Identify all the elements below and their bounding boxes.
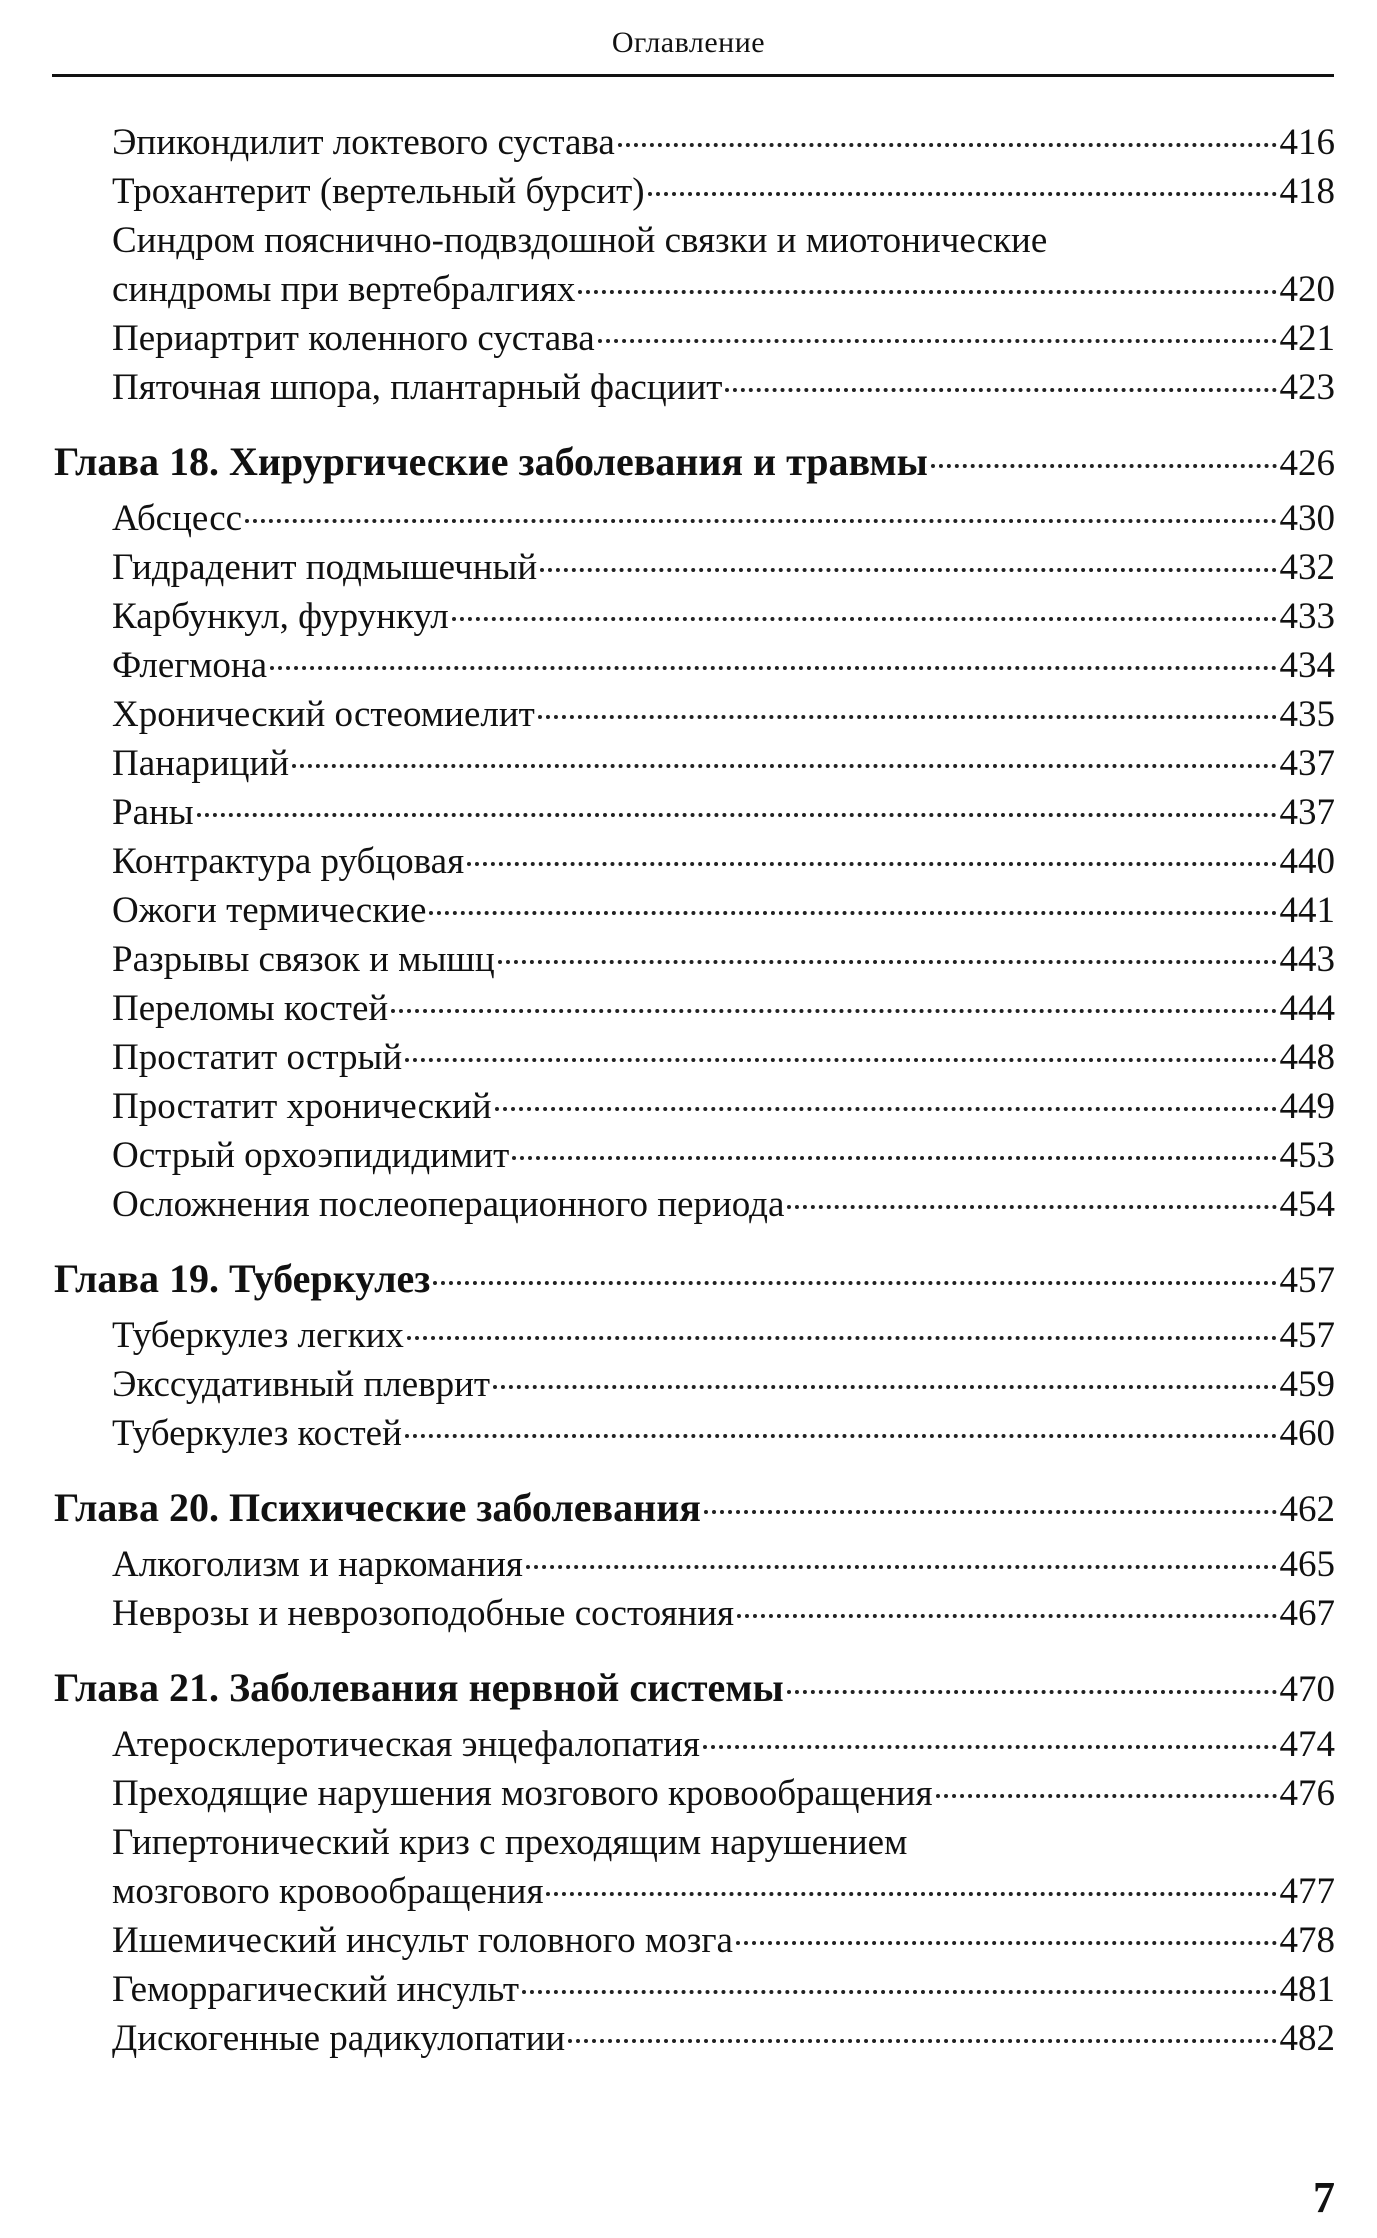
toc-entry [112, 314, 1335, 363]
toc-entry-title: Периартрит коленного сустава [112, 318, 595, 359]
toc-entry-page: 470 [1279, 1669, 1335, 1710]
toc-entry-title: Хронический остеомиелит [112, 694, 535, 735]
toc-entry [112, 1360, 1335, 1409]
toc-entry-title: Дискогенные радикулопатии [112, 2018, 566, 2059]
toc-chapter [54, 436, 1335, 490]
toc-entry [112, 1033, 1335, 1082]
toc-entry-page: 437 [1279, 792, 1335, 833]
dot-leader [931, 464, 1277, 468]
toc-entry-page: 441 [1279, 890, 1335, 931]
toc-entry-title: Простатит хронический [112, 1086, 492, 1127]
toc-entry-page: 444 [1279, 988, 1335, 1029]
dot-leader [936, 1794, 1277, 1798]
dot-leader [292, 764, 1276, 768]
toc-entry-title: Раны [112, 792, 194, 833]
toc-entry-title: Атеросклеротическая энцефалопатия [112, 1724, 700, 1765]
toc-entry [112, 1409, 1335, 1458]
toc-entry-title: Экссудативный плеврит [112, 1364, 491, 1405]
toc-entry-title: синдромы при вертебралгиях [112, 269, 576, 310]
dot-leader [546, 1892, 1276, 1896]
running-head: Оглавление [611, 26, 766, 59]
toc-entry [112, 984, 1335, 1033]
toc-entry-title: Панариций [112, 743, 290, 784]
toc-entry-page: 423 [1279, 367, 1335, 408]
toc-entry-page: 457 [1279, 1260, 1335, 1301]
toc-entry-title: Глава 20. Психические заболевания [54, 1485, 701, 1530]
toc-entry-page: 478 [1279, 1920, 1335, 1961]
toc-entry-title: Неврозы и неврозоподобные состояния [112, 1593, 735, 1634]
toc-entry-page: 474 [1279, 1724, 1335, 1765]
toc-entry [112, 1082, 1335, 1131]
dot-leader [493, 1385, 1276, 1389]
toc-chapter [54, 1253, 1335, 1307]
toc-entry [112, 1720, 1335, 1769]
toc-entry-page: 457 [1279, 1315, 1335, 1356]
toc-entry-title: Острый орхоэпидидимит [112, 1135, 510, 1176]
toc-entry-title: Пяточная шпора, плантарный фасциит [112, 367, 723, 408]
toc-entry [112, 1311, 1335, 1360]
toc-entry [112, 592, 1335, 641]
toc-entry-page: 448 [1279, 1037, 1335, 1078]
toc-entry [112, 118, 1335, 167]
dot-leader [405, 1434, 1277, 1438]
toc-entry-page: 435 [1279, 694, 1335, 735]
toc-entry [112, 788, 1335, 837]
dot-leader [467, 862, 1276, 866]
dot-leader [429, 911, 1276, 915]
toc-chapter [54, 1482, 1335, 1536]
toc-entry [112, 690, 1335, 739]
toc-entry [112, 1589, 1335, 1638]
toc-entry-title: Эпикондилит локтевого сустава [112, 122, 615, 163]
dot-leader [737, 1614, 1276, 1618]
toc-entry [112, 1540, 1335, 1589]
toc-entry-page: 476 [1279, 1773, 1335, 1814]
dot-leader [787, 1690, 1277, 1694]
dot-leader [598, 339, 1277, 343]
toc-entry-title: Разрывы связок и мышц [112, 939, 495, 980]
dot-leader [568, 2039, 1276, 2043]
toc-entry-title: Преходящие нарушения мозгового кровообращения [112, 1773, 933, 1814]
dot-leader [538, 715, 1277, 719]
toc-entry-page: 443 [1279, 939, 1335, 980]
toc-entry-title: Туберкулез костей [112, 1413, 402, 1454]
dot-leader [495, 1107, 1277, 1111]
dot-leader [526, 1565, 1277, 1569]
toc-entry-title: Алкоголизм и наркомания [112, 1544, 523, 1585]
dot-leader [391, 1009, 1276, 1013]
dot-leader [197, 813, 1277, 817]
toc-entry-title: Гидраденит подмышечный [112, 547, 538, 588]
toc-entry [112, 837, 1335, 886]
dot-leader [578, 290, 1276, 294]
dot-leader [270, 666, 1276, 670]
toc-entry-page: 453 [1279, 1135, 1335, 1176]
dot-leader [648, 192, 1277, 196]
toc-entry [112, 2014, 1335, 2063]
toc-entry-page: 467 [1279, 1593, 1335, 1634]
dot-leader [498, 960, 1277, 964]
toc-entry [112, 935, 1335, 984]
toc-entry [112, 363, 1335, 412]
dot-leader [512, 1156, 1276, 1160]
toc-entry-page: 437 [1279, 743, 1335, 784]
toc-entry-title: мозгового кровообращения [112, 1871, 544, 1912]
toc-entry-page: 433 [1279, 596, 1335, 637]
toc-entry-title: Глава 18. Хирургические заболевания и травмы [54, 439, 928, 484]
toc-entry-title: Глава 21. Заболевания нервной системы [54, 1665, 784, 1710]
toc-entry-page: 430 [1279, 498, 1335, 539]
table-of-contents [0, 118, 1377, 2063]
toc-entry-title: Туберкулез легких [112, 1315, 404, 1356]
toc-entry-title: Флегмона [112, 645, 268, 686]
toc-entry-first-line: Синдром пояснично-подвздошной связки и миотонические [112, 220, 1048, 261]
dot-leader [522, 1990, 1276, 1994]
toc-entry-page: 426 [1279, 443, 1335, 484]
toc-entry-page: 459 [1279, 1364, 1335, 1405]
toc-entry-title: Осложнения послеоперационного периода [112, 1184, 785, 1225]
toc-entry [112, 1916, 1335, 1965]
toc-entry-title: Контрактура рубцовая [112, 841, 465, 882]
dot-leader [407, 1336, 1277, 1340]
toc-entry-page: 416 [1279, 122, 1335, 163]
toc-entry-page: 434 [1279, 645, 1335, 686]
toc-entry-first-line: Гипертонический криз с преходящим нарушением [112, 1822, 908, 1863]
toc-entry [112, 1769, 1335, 1818]
dot-leader [452, 617, 1277, 621]
toc-entry [112, 543, 1335, 592]
toc-entry-page: 449 [1279, 1086, 1335, 1127]
toc-entry-page: 421 [1279, 318, 1335, 359]
dot-leader [787, 1205, 1276, 1209]
toc-entry-title: Ожоги термические [112, 890, 427, 931]
toc-entry-page: 460 [1279, 1413, 1335, 1454]
dot-leader [703, 1745, 1277, 1749]
toc-entry [112, 886, 1335, 935]
dot-leader [704, 1510, 1277, 1514]
toc-entry [112, 1131, 1335, 1180]
toc-entry-page: 440 [1279, 841, 1335, 882]
page-number: 7 [1313, 2173, 1335, 2222]
dot-leader [736, 1941, 1277, 1945]
toc-entry-page: 477 [1279, 1871, 1335, 1912]
toc-entry [112, 641, 1335, 690]
toc-entry-page: 465 [1279, 1544, 1335, 1585]
toc-entry-page: 454 [1279, 1184, 1335, 1225]
toc-entry-page: 481 [1279, 1969, 1335, 2010]
toc-entry [112, 1867, 1335, 1916]
toc-entry [112, 739, 1335, 788]
header-rule [52, 74, 1334, 77]
toc-entry [112, 1180, 1335, 1229]
toc-entry-title: Геморрагический инсульт [112, 1969, 520, 2010]
toc-entry-title: Переломы костей [112, 988, 389, 1029]
dot-leader [540, 568, 1276, 572]
toc-entry-page: 462 [1279, 1489, 1335, 1530]
toc-entry-page: 482 [1279, 2018, 1335, 2059]
dot-leader [618, 143, 1277, 147]
toc-entry [112, 1965, 1335, 2014]
dot-leader [725, 388, 1276, 392]
toc-entry-title: Карбункул, фурункул [112, 596, 449, 637]
toc-entry [112, 265, 1335, 314]
toc-entry-title: Глава 19. Туберкулез [54, 1256, 431, 1301]
toc-entry-title: Простатит острый [112, 1037, 403, 1078]
dot-leader [405, 1058, 1276, 1062]
toc-entry [112, 494, 1335, 543]
toc-entry-page: 432 [1279, 547, 1335, 588]
dot-leader [245, 519, 1276, 523]
toc-entry-page: 420 [1279, 269, 1335, 310]
toc-entry [112, 167, 1335, 216]
toc-entry-title: Абсцесс [112, 498, 243, 539]
dot-leader [433, 1281, 1276, 1285]
toc-entry-page: 418 [1279, 171, 1335, 212]
toc-chapter [54, 1662, 1335, 1716]
toc-entry-title: Трохантерит (вертельный бурсит) [112, 171, 645, 212]
toc-entry-title: Ишемический инсульт головного мозга [112, 1920, 733, 1961]
